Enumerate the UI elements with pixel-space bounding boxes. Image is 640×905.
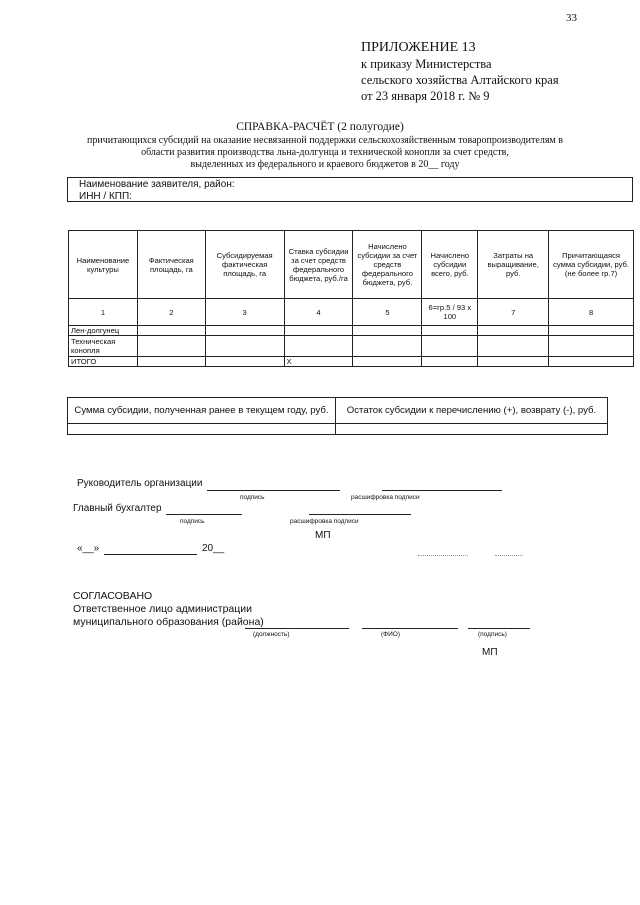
agreement-line: муниципального образования (района): [73, 616, 264, 628]
summary-right-value[interactable]: [336, 424, 608, 435]
agreement-line: Ответственное лицо администрации: [73, 603, 253, 615]
appendix-line: сельского хозяйства Алтайского края: [361, 73, 559, 87]
appendix-line: от 23 января 2018 г. № 9: [361, 89, 490, 103]
signature-caption: подпись: [180, 518, 205, 525]
subtitle-line: выделенных из федерального и краевого бюджетов в 20__ году: [190, 159, 460, 170]
signature-line[interactable]: [468, 628, 530, 629]
head-label: Руководитель организации: [77, 478, 203, 489]
table-cell[interactable]: [137, 326, 205, 336]
faint-line: [495, 555, 523, 556]
column-number: 6=гр.5 / 93 х 100: [422, 299, 478, 326]
header-cell: Причитающаяся сумма субсидии, руб. (не более гр.7): [549, 231, 634, 299]
head-decoding-line[interactable]: [382, 490, 502, 491]
table-row: [69, 336, 634, 357]
column-number: 1: [69, 299, 138, 326]
subtitle-line: причитающихся субсидий на оказание несвязанной поддержки сельскохозяйственным товаропроизводителям в: [87, 135, 563, 146]
subsidy-table: [68, 230, 634, 367]
column-number: 4: [284, 299, 353, 326]
header-cell: Начислено субсидии всего, руб.: [422, 231, 478, 299]
applicant-box: [67, 177, 633, 202]
table-cell[interactable]: [353, 326, 422, 336]
appendix-title: ПРИЛОЖЕНИЕ 13: [361, 40, 476, 55]
decoding-caption: расшифровка подписи: [290, 518, 359, 525]
column-number: 8: [549, 299, 634, 326]
subtitle-line: области развития производства льна-долгунца и технической конопли за счет средств,: [141, 147, 509, 158]
summary-left-label: Сумма субсидии, полученная ранее в текущем году, руб.: [68, 398, 336, 424]
page-number: 33: [566, 12, 577, 24]
table-cell[interactable]: [353, 357, 422, 367]
table-cell[interactable]: [478, 357, 549, 367]
table-cell[interactable]: [549, 326, 634, 336]
table-cell: X: [284, 357, 353, 367]
agreement-stamp-label: МП: [482, 647, 498, 658]
applicant-inn-label: ИНН / КПП:: [79, 190, 132, 202]
appendix-header: [361, 40, 559, 104]
column-number: 5: [353, 299, 422, 326]
position-caption: (должность): [253, 631, 290, 638]
signature-caption: подпись: [240, 494, 265, 501]
table-cell[interactable]: [284, 326, 353, 336]
fio-caption: (ФИО): [381, 631, 400, 638]
column-number: 2: [137, 299, 205, 326]
table-cell[interactable]: [478, 326, 549, 336]
column-number-row: [69, 299, 634, 326]
table-cell[interactable]: [205, 336, 284, 357]
table-cell[interactable]: [205, 326, 284, 336]
summary-right-label: Остаток субсидии к перечислению (+), возврату (-), руб.: [336, 398, 608, 424]
table-cell[interactable]: [422, 326, 478, 336]
header-cell: Фактическая площадь, га: [137, 231, 205, 299]
header-cell: Затраты на выращивание, руб.: [478, 231, 549, 299]
document-subtitle: [60, 135, 590, 171]
faint-line: [418, 555, 468, 556]
decoding-caption: расшифровка подписи: [351, 494, 420, 501]
date-year: 20__: [202, 543, 225, 554]
header-cell: Наименование культуры: [69, 231, 138, 299]
table-cell[interactable]: [284, 336, 353, 357]
table-cell[interactable]: [137, 357, 205, 367]
table-cell[interactable]: [205, 357, 284, 367]
position-line[interactable]: [245, 628, 349, 629]
table-cell[interactable]: [137, 336, 205, 357]
table-cell[interactable]: [353, 336, 422, 357]
table-cell[interactable]: [478, 336, 549, 357]
accountant-signature-line[interactable]: [166, 514, 242, 515]
agreement-block: [73, 590, 264, 629]
table-cell[interactable]: [422, 336, 478, 357]
table-header-row: [69, 231, 634, 299]
table-cell[interactable]: [549, 336, 634, 357]
date-month-line[interactable]: [104, 554, 197, 555]
head-signature-line[interactable]: [207, 490, 340, 491]
agreement-title: СОГЛАСОВАНО: [73, 590, 153, 602]
date-day: «__»: [77, 543, 100, 554]
table-row: [69, 326, 634, 336]
column-number: 7: [478, 299, 549, 326]
row-label: ИТОГО: [69, 357, 138, 367]
summary-table: [67, 397, 608, 435]
stamp-label: МП: [315, 530, 331, 541]
applicant-name-label: Наименование заявителя, район:: [79, 179, 235, 190]
accountant-decoding-line[interactable]: [309, 514, 411, 515]
fio-line[interactable]: [362, 628, 458, 629]
table-cell[interactable]: [422, 357, 478, 367]
header-cell: Субсидируемая фактическая площадь, га: [205, 231, 284, 299]
column-number: 3: [205, 299, 284, 326]
accountant-label: Главный бухгалтер: [73, 503, 162, 514]
table-cell[interactable]: [549, 357, 634, 367]
table-row-total: [69, 357, 634, 367]
document-title: СПРАВКА-РАСЧЁТ (2 полугодие): [236, 121, 404, 133]
row-label: Техническая конопля: [69, 336, 138, 357]
summary-left-value[interactable]: [68, 424, 336, 435]
row-label: Лен-долгунец: [69, 326, 138, 336]
appendix-line: к приказу Министерства: [361, 57, 492, 71]
signature-caption: (подпись): [478, 631, 507, 638]
header-cell: Начислено субсидии за счет средств федерального бюджета, руб.: [353, 231, 422, 299]
header-cell: Ставка субсидии за счет средств федерального бюджета, руб./га: [284, 231, 353, 299]
